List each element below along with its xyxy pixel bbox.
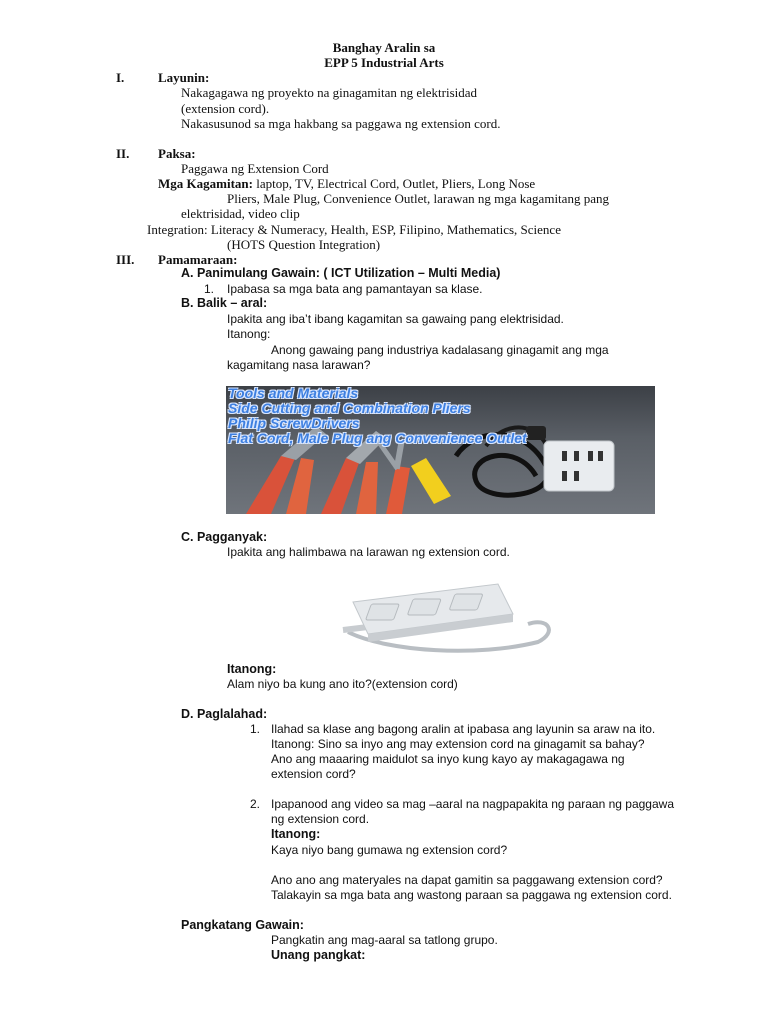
extension-cord-photo: [328, 572, 564, 662]
caption-line-4: Flat Cord, Male Plug ang Convenience Outlet: [228, 430, 527, 446]
part-d-item2-question-1: Kaya niyo bang gumawa ng extension cord?: [271, 843, 508, 857]
objective-line-2: (extension cord).: [181, 101, 270, 116]
part-a-heading: A. Panimulang Gawain: ( ICT Utilization – Multi Media): [181, 266, 501, 280]
part-d-item2-question-3: Talakayin sa mga bata ang wastong paraan sa paggawa ng extension cord.: [271, 888, 672, 902]
group-activity-line-2: Unang pangkat:: [271, 948, 366, 962]
tools-materials-photo: [226, 386, 655, 514]
part-d-item2-itanong: Itanong:: [271, 827, 321, 841]
part-d-item2-num: 2.: [250, 797, 261, 811]
part-d-heading: D. Paglalahad:: [181, 707, 268, 721]
doc-title-line2: EPP 5 Industrial Arts: [324, 55, 444, 70]
part-d-item1-line-4: extension cord?: [271, 767, 356, 781]
part-d-item2-line-1: Ipapanood ang video sa mag –aaral na nagpapakita ng paraan ng paggawa: [271, 797, 674, 811]
part-a-item-num: 1.: [204, 282, 215, 296]
part-d-item1-line-2: Itanong: Sino sa inyo ang may extension cord na ginagamit sa bahay?: [271, 737, 645, 751]
part-b-heading: B. Balik – aral:: [181, 296, 268, 310]
caption-line-2: Side Cutting and Combination Pliers: [228, 400, 471, 416]
part-d-item1-num: 1.: [250, 722, 261, 736]
materials-text: laptop, TV, Electrical Cord, Outlet, Pliers, Long Nose: [252, 176, 536, 191]
objective-line-3: Nakasusunod sa mga hakbang sa paggawa ng extension cord.: [181, 116, 501, 131]
part-d-item2-line-2: ng extension cord.: [271, 812, 370, 826]
section1-heading: Layunin:: [158, 70, 210, 85]
integration-line-2: (HOTS Question Integration): [227, 237, 381, 252]
materials-line-3: elektrisidad, video clip: [181, 206, 300, 221]
materials-line-1: [158, 176, 535, 191]
part-d-item1-line-3: Ano ang maaaring maidulot sa inyo kung kayo ay makagagawa ng: [271, 752, 625, 766]
group-activity-line-1: Pangkatin ang mag-aaral sa tatlong grupo.: [271, 933, 498, 947]
materials-label: Mga Kagamitan:: [158, 176, 253, 191]
topic-text: Paggawa ng Extension Cord: [181, 161, 329, 176]
section1-numeral: I.: [116, 70, 125, 85]
materials-line-2: Pliers, Male Plug, Convenience Outlet, larawan ng mga kagamitang pang: [227, 191, 609, 206]
part-c-line-1: Ipakita ang halimbawa na larawan ng extension cord.: [227, 545, 510, 559]
section2-numeral: II.: [116, 146, 130, 161]
part-b-line-4: kagamitang nasa larawan?: [227, 358, 371, 372]
part-c-question: Alam niyo ba kung ano ito?(extension cord): [227, 677, 458, 691]
caption-line-1: Tools and Materials: [228, 386, 359, 401]
part-c-heading: C. Pagganyak:: [181, 530, 268, 544]
section3-numeral: III.: [116, 252, 135, 267]
integration-line-1: Integration: Literacy & Numeracy, Health, ESP, Filipino, Mathematics, Science: [147, 222, 561, 237]
part-d-item1-line-1: Ilahad sa klase ang bagong aralin at ipabasa ang layunin sa araw na ito.: [271, 722, 656, 736]
part-a-item-text: Ipabasa sa mga bata ang pamantayan sa klase.: [227, 282, 483, 296]
part-b-line-3: Anong gawaing pang industriya kadalasang ginagamit ang mga: [271, 343, 609, 357]
part-b-line-1: Ipakita ang iba’t ibang kagamitan sa gawaing pang elektrisidad.: [227, 312, 564, 326]
part-d-item2-question-2: Ano ano ang materyales na dapat gamitin sa paggawang extension cord?: [271, 873, 663, 887]
caption-line-3: Philip ScrewDrivers: [228, 415, 360, 431]
section3-heading: Pamamaraan:: [158, 252, 238, 267]
group-activity-heading: Pangkatang Gawain:: [181, 918, 304, 932]
part-c-itanong: Itanong:: [227, 662, 277, 676]
doc-title-line1: Banghay Aralin sa: [332, 40, 436, 55]
objective-line-1: Nakagagawa ng proyekto na ginagamitan ng elektrisidad: [181, 85, 478, 100]
part-b-line-2: Itanong:: [227, 327, 271, 341]
extension-cord-illustration: [328, 572, 564, 662]
section2-heading: Paksa:: [158, 146, 196, 161]
